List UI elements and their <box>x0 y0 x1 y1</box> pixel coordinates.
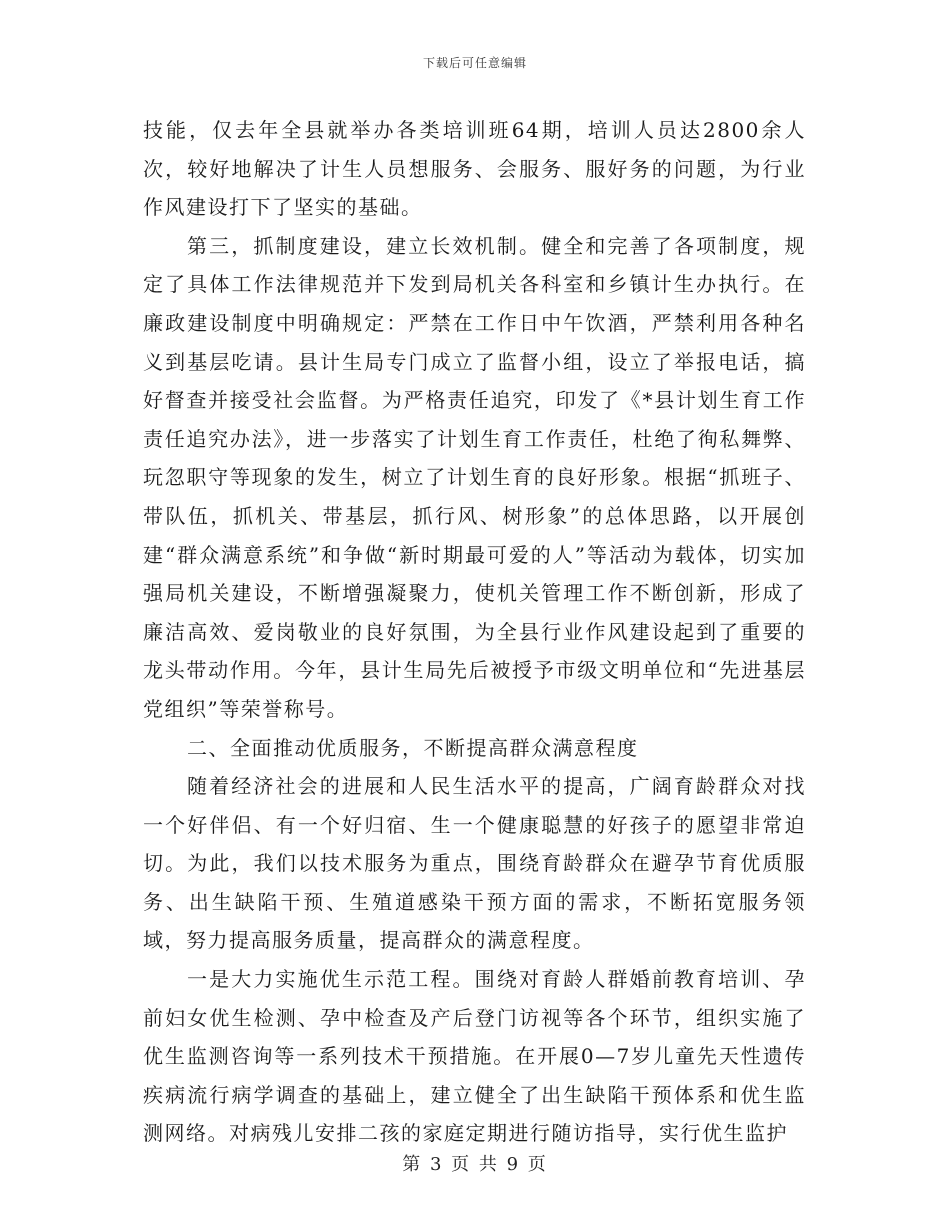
paragraph-system-building: 第三，抓制度建设，建立长效机制。健全和完善了各项制度，规定了具体工作法律规范并下发到局机关各科室和乡镇计生办执行。在廉政建设制度中明确规定：严禁在工作日中午饮酒，严禁利用各种名义到基层吃请。县计生局专门成立了监督小组，设立了举报电话，搞好督查并接受社会监督。为严格责任追究，印发了《*县计划生育工作责任追究办法》，进一步落实了计划生育工作责任，杜绝了徇私舞弊、玩忽职守等现象的发生，树立了计划生育的良好形象。根据“抓班子、带队伍，抓机关、带基层，抓行风、树形象”的总体思路，以开展创建“群众满意系统”和争做“新时期最可爱的人”等活动为载体，切实加强局机关建设，不断增强凝聚力，使机关管理工作不断创新，形成了廉洁高效、爱岗敬业的良好氛围，为全县行业作风建设起到了重要的龙头带动作用。今年，县计生局先后被授予市级文明单位和“先进基层党组织”等荣誉称号。 <box>143 233 806 721</box>
page-number-footer: 第 3 页 共 9 页 <box>402 1154 548 1175</box>
paragraph-eugenics-project: 一是大力实施优生示范工程。围绕对育龄人群婚前教育培训、孕前妇女优生检测、孕中检查及产后登门访视等各个环节，组织实施了优生监测咨询等一系列技术干预措施。在开展0—7岁儿童先天性遗传疾病流行病学调查的基础上，建立健全了出生缺陷干预体系和优生监测网络。对病残儿安排二孩的家庭定期进行随访指导，实行优生监护 <box>143 967 806 1146</box>
document-body <box>143 111 806 1153</box>
page-header-note: 下载后可任意编辑 <box>422 56 527 70</box>
paragraph-training-continuation: 技能，仅去年全县就举办各类培训班64期，培训人员达2800余人次，较好地解决了计生人员想服务、会服务、服好务的问题，为行业作风建设打下了坚实的基础。 <box>143 118 806 220</box>
section-heading-quality-service: 二、全面推动优质服务，不断提高群众满意程度 <box>187 735 639 760</box>
paragraph-service-demand: 随着经济社会的进展和人民生活水平的提高，广阔育龄群众对找一个好伴侣、有一个好归宿、生一个健康聪慧的好孩子的愿望非常迫切。为此，我们以技术服务为重点，围绕育龄群众在避孕节育优质服务、出生缺陷干预、生殖道感染干预方面的需求，不断拓宽服务领域，努力提高服务质量，提高群众的满意程度。 <box>143 774 806 953</box>
